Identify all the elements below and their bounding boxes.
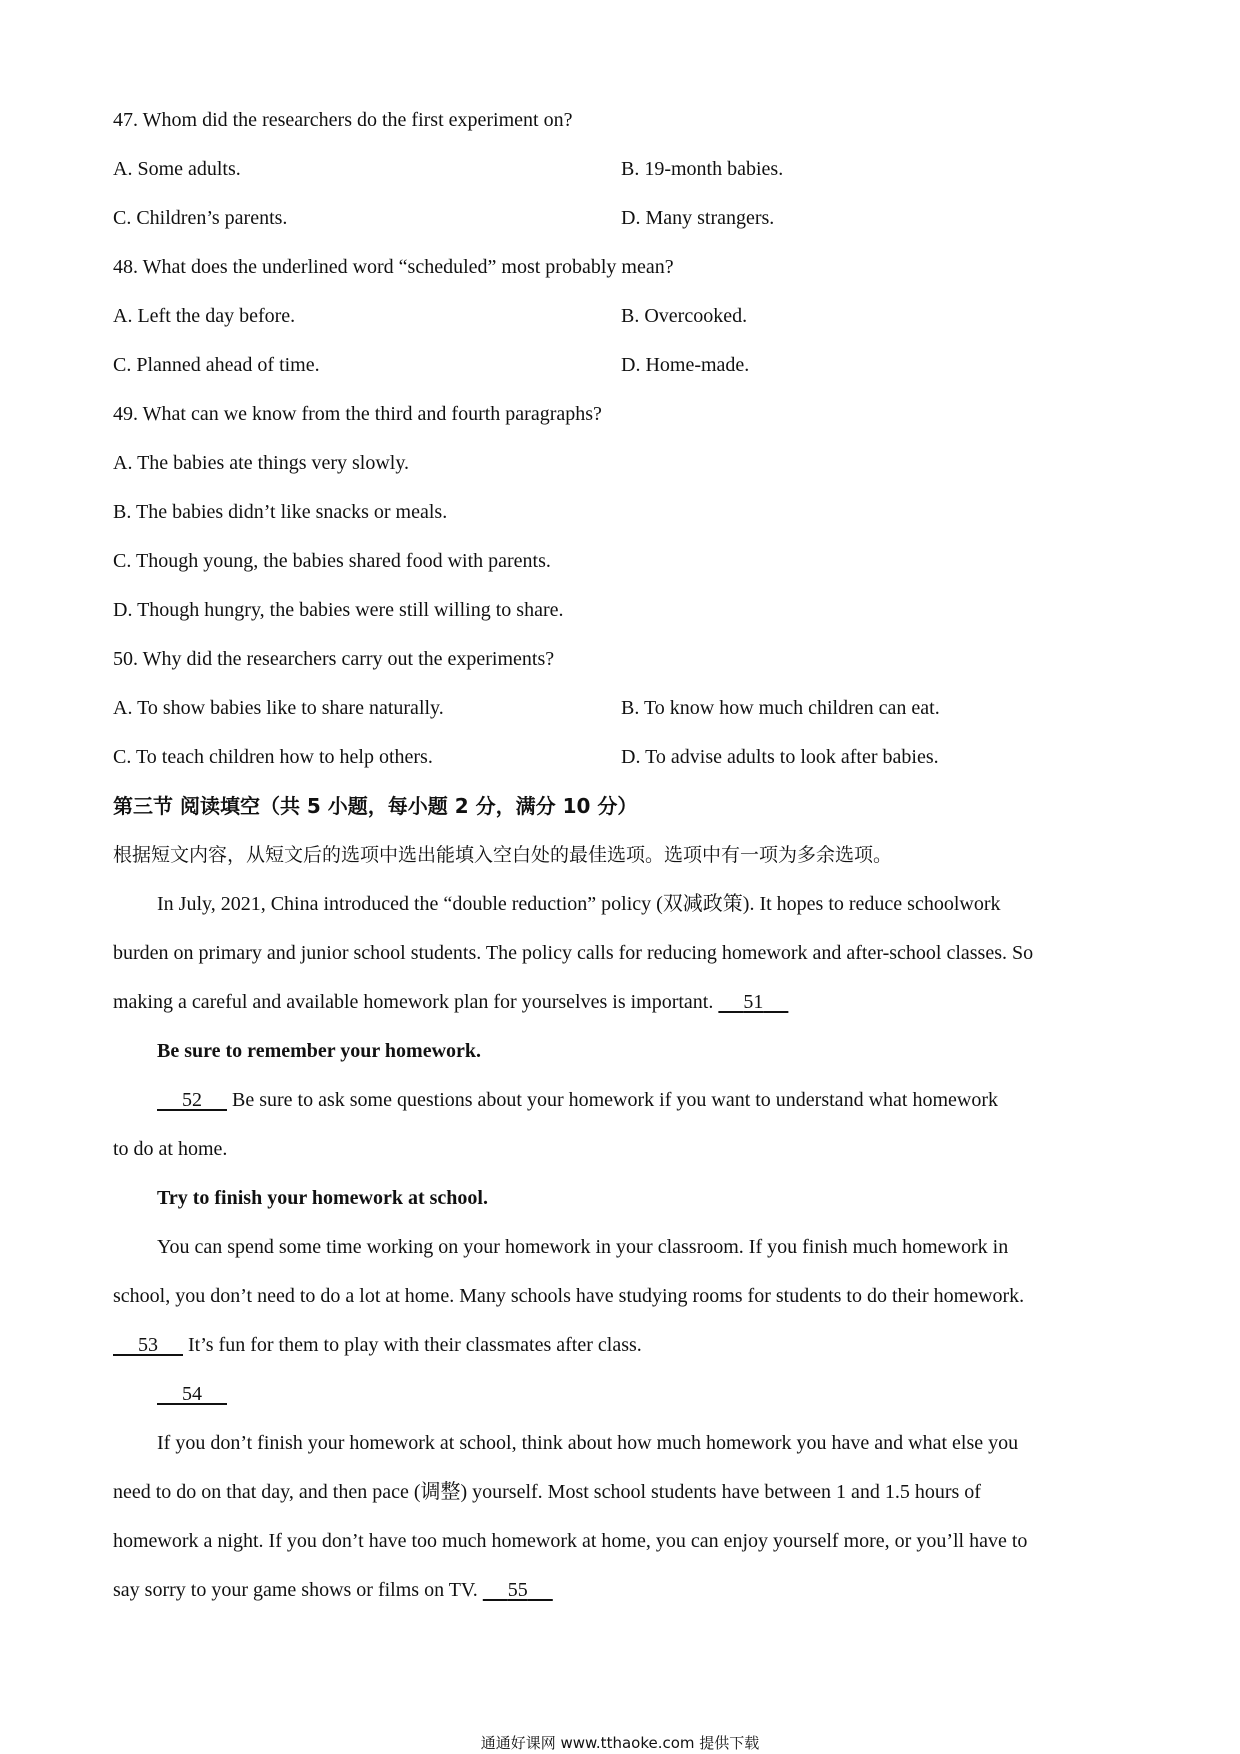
q47-option-c: C. Children’s parents. [113,207,288,229]
passage-p4-line4-text: say sorry to your game shows or films on TV. [113,1579,478,1601]
heading-finish-at-school: Try to finish your homework at school. [157,1187,488,1209]
passage-p3-line2: school, you don’t need to do a lot at home. Many schools have studying rooms for students to do their homework. [113,1285,1025,1307]
q47-option-d: D. Many strangers. [621,207,775,229]
q50-option-b: B. To know how much children can eat. [621,697,940,719]
blank-52[interactable]: 52 [182,1089,202,1111]
passage-p1-line3 [113,989,788,1015]
q50-option-c: C. To teach children how to help others. [113,746,433,768]
q50-option-d: D. To advise adults to look after babies. [621,746,939,768]
passage-p1-line2: burden on primary and junior school students. The policy calls for reducing homework and after-school classes. So [113,942,1034,964]
passage-p2-line1 [157,1087,998,1113]
q47-option-b: B. 19-month babies. [621,158,784,180]
question-50-stem: 50. Why did the researchers carry out the experiments? [113,648,555,670]
passage-p3-line3-text: It’s fun for them to play with their classmates after class. [188,1334,642,1356]
passage-blank54-line [157,1381,227,1407]
q49-option-b: B. The babies didn’t like snacks or meals. [113,501,448,523]
passage-p4-line3: homework a night. If you don’t have too much homework at home, you can enjoy yourself more, or you’ll have to [113,1530,1028,1552]
passage-p4-line4 [113,1577,553,1603]
passage-p3-line1: You can spend some time working on your homework in your classroom. If you finish much homework in [157,1236,1009,1258]
q50-option-a: A. To show babies like to share naturally. [113,697,444,719]
question-49-stem: 49. What can we know from the third and fourth paragraphs? [113,403,602,425]
passage-p4-line1: If you don’t finish your homework at school, think about how much homework you have and what else you [157,1432,1019,1454]
blank-55[interactable]: 55 [507,1579,528,1601]
passage-p2-line1-text: Be sure to ask some questions about your homework if you want to understand what homework [232,1089,998,1111]
page-footer: 通通好课网 www.tthaoke.com 提供下载 [480,1734,760,1752]
q48-option-c: C. Planned ahead of time. [113,354,320,376]
question-47-stem: 47. Whom did the researchers do the first experiment on? [113,109,573,131]
q48-option-d: D. Home-made. [621,354,750,376]
passage-p4-line2: need to do on that day, and then pace (调整) yourself. Most school students have between 1 and 1.5 hours of [113,1481,981,1503]
blank-53[interactable]: 53 [138,1334,158,1356]
blank-51[interactable]: 51 [743,991,764,1013]
q47-option-a: A. Some adults. [113,158,241,180]
passage-p2-line2: to do at home. [113,1138,228,1160]
passage-p1-line1: In July, 2021, China introduced the “double reduction” policy (双减政策). It hopes to reduce schoolwork [157,893,1001,915]
q48-option-b: B. Overcooked. [621,305,748,327]
blank-54[interactable]: 54 [182,1383,202,1405]
q49-option-a: A. The babies ate things very slowly. [113,452,410,474]
q49-option-c: C. Though young, the babies shared food with parents. [113,550,551,572]
section-title: 第三节 阅读填空（共 5 小题，每小题 2 分，满分 10 分） [113,794,638,818]
q49-option-d: D. Though hungry, the babies were still willing to share. [113,599,564,621]
passage-p1-line3-text: making a careful and available homework plan for yourselves is important. [113,991,714,1013]
section-instruction: 根据短文内容，从短文后的选项中选出能填入空白处的最佳选项。选项中有一项为多余选项。 [113,844,893,866]
passage-p3-line3 [113,1332,642,1358]
question-48-stem: 48. What does the underlined word “scheduled” most probably mean? [113,256,674,278]
q48-option-a: A. Left the day before. [113,305,296,327]
heading-remember-homework: Be sure to remember your homework. [157,1040,482,1062]
